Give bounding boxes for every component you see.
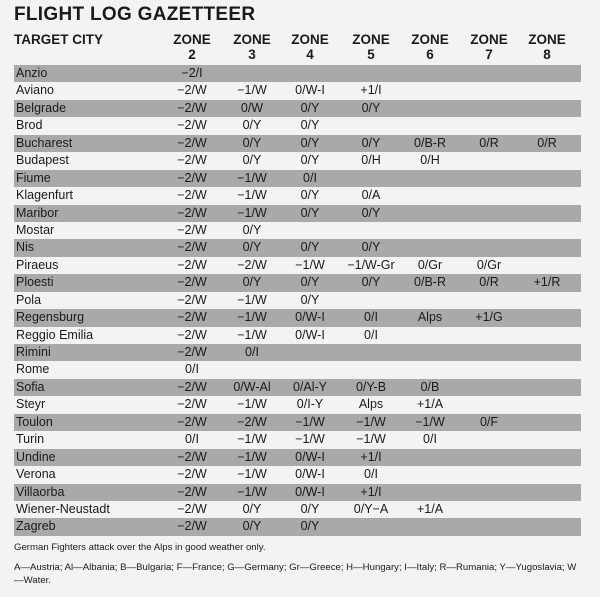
zone-2-cell: −2/W bbox=[177, 257, 207, 272]
zone-5-cell: +1/I bbox=[360, 484, 382, 499]
zone-8-cell: +1/R bbox=[533, 275, 561, 290]
city-name: Toulon bbox=[16, 414, 53, 429]
city-name: Rimini bbox=[16, 345, 51, 359]
zone-7-cell: 0/R bbox=[479, 135, 499, 150]
zone-header-number: 3 bbox=[248, 47, 256, 62]
zone-5-cell: 0/H bbox=[361, 153, 381, 168]
zone-header-number: 6 bbox=[426, 47, 434, 62]
zone-header-5 bbox=[342, 32, 400, 62]
zone-2-cell: −2/W bbox=[177, 292, 207, 307]
zone-header-number: 2 bbox=[188, 47, 196, 62]
zone-8-cell: 0/R bbox=[537, 135, 557, 150]
zone-4-cell: 0/I bbox=[303, 170, 317, 185]
zone-2-cell: −2/W bbox=[177, 135, 207, 150]
zone-2-cell: 0/I bbox=[185, 362, 199, 377]
table-row bbox=[14, 292, 581, 309]
zone-3-cell: −1/W bbox=[237, 484, 267, 499]
zone-2-cell: −2/W bbox=[177, 170, 207, 185]
zone-4-cell: 0/Y bbox=[300, 275, 320, 290]
zone-header-2 bbox=[163, 32, 221, 62]
zone-7-cell: 0/Gr bbox=[476, 257, 502, 272]
zone-3-cell: −1/W bbox=[237, 327, 267, 342]
zone-4-cell: 0/Y bbox=[300, 188, 320, 203]
zone-5-cell: 0/I bbox=[364, 467, 378, 482]
city-name: Mostar bbox=[16, 222, 55, 237]
zone-4-cell: 0/W-I bbox=[295, 310, 325, 325]
zone-5-cell: 0/Y-B bbox=[355, 379, 387, 394]
zone-4-cell: −1/W bbox=[295, 414, 325, 429]
table-row bbox=[14, 431, 581, 448]
zone-2-cell: −2/W bbox=[177, 379, 207, 394]
zone-7-cell: 0/F bbox=[479, 414, 499, 429]
table-row bbox=[14, 518, 581, 535]
zone-header-number: 4 bbox=[306, 47, 314, 62]
city-name: Regensburg bbox=[16, 310, 85, 325]
city-name: Budapest bbox=[16, 153, 69, 168]
zone-4-cell: 0/Y bbox=[300, 100, 320, 115]
gazetteer-table bbox=[14, 65, 581, 536]
zone-5-cell: 0/Y bbox=[361, 100, 381, 115]
zone-2-cell: 0/I bbox=[185, 432, 199, 447]
zone-5-cell: 0/Y−A bbox=[353, 501, 389, 516]
zone-5-cell: 0/Y bbox=[361, 275, 381, 290]
zone-5-cell: 0/Y bbox=[361, 240, 381, 255]
page-title: FLIGHT LOG GAZETTEER bbox=[14, 4, 256, 25]
table-row bbox=[14, 82, 581, 99]
table-row bbox=[14, 65, 581, 82]
city-name: Sofia bbox=[16, 379, 45, 394]
zone-2-cell: −2/W bbox=[177, 397, 207, 412]
city-name: Nis bbox=[16, 240, 35, 255]
table-row bbox=[14, 396, 581, 413]
zone-6-cell: 0/Gr bbox=[417, 257, 443, 272]
zone-2-cell: −2/W bbox=[177, 153, 207, 168]
zone-6-cell: Alps bbox=[417, 310, 443, 325]
zone-3-cell: 0/W bbox=[240, 100, 264, 115]
table-row bbox=[14, 239, 581, 256]
zone-3-cell: −2/W bbox=[237, 257, 267, 272]
city-name: Wiener-Neustadt bbox=[16, 501, 110, 516]
zone-header-4 bbox=[281, 32, 339, 62]
zone-4-cell: 0/Y bbox=[300, 153, 320, 168]
zone-2-cell: −2/W bbox=[177, 100, 207, 115]
zone-2-cell: −2/W bbox=[177, 222, 207, 237]
city-name: Rome bbox=[16, 362, 50, 377]
zone-header-3 bbox=[223, 32, 281, 62]
zone-5-cell: +1/I bbox=[360, 449, 382, 464]
city-name: Turin bbox=[16, 432, 45, 447]
zone-3-cell: 0/Y bbox=[242, 153, 262, 168]
table-row bbox=[14, 187, 581, 204]
zone-2-cell: −2/W bbox=[177, 467, 207, 482]
zone-header-label: ZONE bbox=[291, 32, 329, 47]
target-city-header: TARGET CITY bbox=[14, 32, 103, 47]
table-row bbox=[14, 274, 581, 291]
zone-5-cell: 0/A bbox=[361, 188, 381, 203]
city-name: Pola bbox=[16, 292, 42, 307]
zone-header-number: 7 bbox=[485, 47, 493, 62]
zone-4-cell: −1/W bbox=[295, 432, 325, 447]
city-name: Piraeus bbox=[16, 257, 59, 272]
table-row bbox=[14, 466, 581, 483]
table-row bbox=[14, 379, 581, 396]
city-name: Anzio bbox=[16, 66, 48, 80]
zone-3-cell: 0/Y bbox=[242, 118, 262, 133]
zone-2-cell: −2/W bbox=[177, 414, 207, 429]
zone-2-cell: −2/W bbox=[177, 83, 207, 98]
city-name: Undine bbox=[16, 449, 56, 464]
zone-3-cell: 0/W-Al bbox=[233, 379, 271, 394]
table-row bbox=[14, 501, 581, 518]
zone-2-cell: −2/W bbox=[177, 501, 207, 516]
zone-2-cell: −2/W bbox=[177, 519, 207, 534]
zone-3-cell: −1/W bbox=[237, 467, 267, 482]
city-name: Villaorba bbox=[16, 484, 65, 499]
zone-6-cell: 0/I bbox=[423, 432, 437, 447]
zone-2-cell: −2/I bbox=[181, 66, 203, 80]
zone-4-cell: 0/Y bbox=[300, 118, 320, 133]
table-row bbox=[14, 309, 581, 326]
zone-6-cell: +1/A bbox=[416, 397, 444, 412]
table-row bbox=[14, 414, 581, 431]
table-row bbox=[14, 449, 581, 466]
table-row bbox=[14, 257, 581, 274]
zone-3-cell: 0/Y bbox=[242, 275, 262, 290]
zone-3-cell: −1/W bbox=[237, 432, 267, 447]
zone-7-cell: 0/R bbox=[479, 275, 499, 290]
zone-4-cell: 0/Y bbox=[300, 519, 320, 534]
table-row bbox=[14, 170, 581, 187]
zone-2-cell: −2/W bbox=[177, 275, 207, 290]
zone-4-cell: 0/I-Y bbox=[296, 397, 324, 412]
zone-4-cell: 0/Y bbox=[300, 135, 320, 150]
zone-header-label: ZONE bbox=[411, 32, 449, 47]
zone-6-cell: +1/A bbox=[416, 501, 444, 516]
zone-2-cell: −2/W bbox=[177, 240, 207, 255]
zone-3-cell: −1/W bbox=[237, 449, 267, 464]
zone-2-cell: −2/W bbox=[177, 345, 207, 359]
zone-2-cell: −2/W bbox=[177, 188, 207, 203]
city-name: Bucharest bbox=[16, 135, 73, 150]
zone-3-cell: −1/W bbox=[237, 310, 267, 325]
zone-4-cell: 0/Y bbox=[300, 501, 320, 516]
table-row bbox=[14, 117, 581, 134]
zone-header-number: 5 bbox=[367, 47, 375, 62]
city-name: Ploesti bbox=[16, 275, 54, 290]
city-name: Maribor bbox=[16, 205, 59, 220]
zone-3-cell: −1/W bbox=[237, 292, 267, 307]
zone-4-cell: −1/W bbox=[295, 257, 325, 272]
table-row bbox=[14, 327, 581, 344]
zone-header-8 bbox=[518, 32, 576, 62]
city-name: Belgrade bbox=[16, 100, 67, 115]
zone-2-cell: −2/W bbox=[177, 205, 207, 220]
zone-3-cell: −1/W bbox=[237, 83, 267, 98]
zone-5-cell: Alps bbox=[358, 397, 384, 412]
table-row bbox=[14, 135, 581, 152]
zone-4-cell: 0/W-I bbox=[295, 484, 325, 499]
zone-4-cell: 0/W-I bbox=[295, 83, 325, 98]
zone-4-cell: 0/Al-Y bbox=[292, 379, 328, 394]
table-header bbox=[0, 32, 600, 64]
zone-3-cell: 0/Y bbox=[242, 501, 262, 516]
city-name: Fiume bbox=[16, 170, 51, 185]
zone-header-label: ZONE bbox=[233, 32, 271, 47]
footer-note: German Fighters attack over the Alps in good weather only. bbox=[14, 542, 266, 553]
table-row bbox=[14, 100, 581, 117]
zone-5-cell: −1/W bbox=[356, 414, 386, 429]
table-row bbox=[14, 152, 581, 169]
city-name: Reggio Emilia bbox=[16, 327, 94, 342]
zone-3-cell: −2/W bbox=[237, 414, 267, 429]
table-row bbox=[14, 222, 581, 239]
zone-header-6 bbox=[401, 32, 459, 62]
city-name: Verona bbox=[16, 467, 56, 482]
city-name: Steyr bbox=[16, 397, 46, 412]
zone-5-cell: −1/W bbox=[356, 432, 386, 447]
zone-header-label: ZONE bbox=[470, 32, 508, 47]
zone-4-cell: 0/Y bbox=[300, 292, 320, 307]
zone-6-cell: 0/B-R bbox=[414, 275, 446, 290]
footer-legend: A—Austria; Al—Albania; B—Bulgaria; F—France; G—Germany; Gr—Greece; H—Hungary; I—Italy; R—Rumania; Y—Yugoslavia; W—Water. bbox=[14, 561, 577, 586]
zone-2-cell: −2/W bbox=[177, 327, 207, 342]
zone-4-cell: 0/W-I bbox=[295, 327, 325, 342]
city-name: Klagenfurt bbox=[16, 188, 73, 203]
zone-6-cell: 0/H bbox=[420, 153, 440, 168]
city-name: Brod bbox=[16, 118, 43, 133]
zone-6-cell: −1/W bbox=[415, 414, 445, 429]
zone-2-cell: −2/W bbox=[177, 449, 207, 464]
zone-header-7 bbox=[460, 32, 518, 62]
zone-5-cell: 0/Y bbox=[361, 205, 381, 220]
city-name: Zagreb bbox=[16, 519, 56, 534]
zone-header-label: ZONE bbox=[352, 32, 390, 47]
zone-2-cell: −2/W bbox=[177, 484, 207, 499]
zone-2-cell: −2/W bbox=[177, 310, 207, 325]
zone-3-cell: −1/W bbox=[237, 170, 267, 185]
zone-5-cell: −1/W-Gr bbox=[347, 257, 395, 272]
table-row bbox=[14, 344, 581, 361]
zone-3-cell: 0/Y bbox=[242, 135, 262, 150]
zone-header-number: 8 bbox=[543, 47, 551, 62]
zone-6-cell: 0/B-R bbox=[414, 135, 446, 150]
zone-4-cell: 0/W-I bbox=[295, 467, 325, 482]
zone-7-cell: +1/G bbox=[475, 310, 503, 325]
zone-5-cell: 0/I bbox=[364, 310, 378, 325]
zone-5-cell: +1/I bbox=[360, 83, 382, 98]
zone-4-cell: 0/Y bbox=[300, 240, 320, 255]
zone-5-cell: 0/I bbox=[364, 327, 378, 342]
table-row bbox=[14, 205, 581, 222]
zone-4-cell: 0/Y bbox=[300, 205, 320, 220]
zone-header-label: ZONE bbox=[173, 32, 211, 47]
table-row bbox=[14, 484, 581, 501]
zone-3-cell: −1/W bbox=[237, 397, 267, 412]
zone-3-cell: 0/I bbox=[245, 345, 259, 359]
zone-6-cell: 0/B bbox=[420, 379, 440, 394]
zone-3-cell: 0/Y bbox=[242, 240, 262, 255]
zone-header-label: ZONE bbox=[528, 32, 566, 47]
zone-3-cell: −1/W bbox=[237, 205, 267, 220]
city-name: Aviano bbox=[16, 83, 54, 98]
footer bbox=[14, 541, 584, 588]
zone-3-cell: 0/Y bbox=[242, 519, 262, 534]
table-row bbox=[14, 361, 581, 378]
zone-3-cell: −1/W bbox=[237, 188, 267, 203]
zone-3-cell: 0/Y bbox=[242, 222, 262, 237]
zone-5-cell: 0/Y bbox=[361, 135, 381, 150]
zone-2-cell: −2/W bbox=[177, 118, 207, 133]
zone-4-cell: 0/W-I bbox=[295, 449, 325, 464]
